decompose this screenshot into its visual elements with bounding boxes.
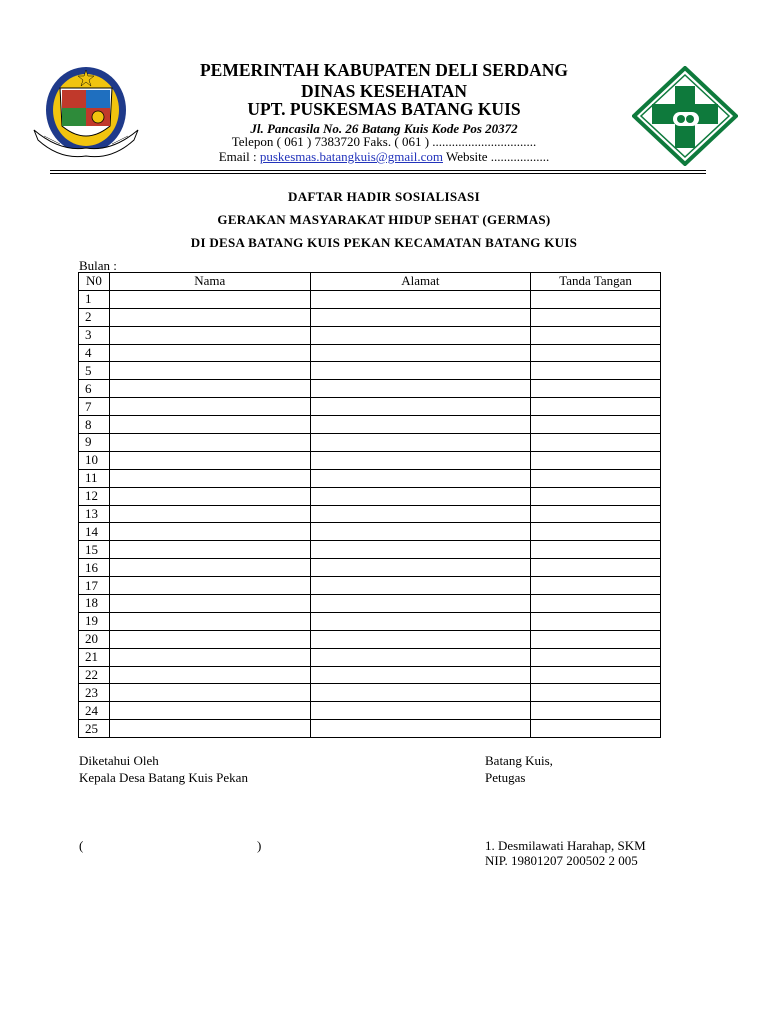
table-row	[79, 612, 661, 630]
alamat-cell[interactable]	[310, 666, 531, 684]
place-date-label: Batang Kuis,	[485, 753, 553, 768]
col-header-tanda-tangan: Tanda Tangan	[531, 273, 661, 291]
signature-cell[interactable]	[531, 702, 661, 720]
row-number: 12	[79, 487, 110, 505]
header-government: PEMERINTAH KABUPATEN DELI SERDANG	[199, 60, 569, 80]
table-row	[79, 290, 661, 308]
row-number: 5	[79, 362, 110, 380]
nama-cell[interactable]	[109, 469, 310, 487]
nama-cell[interactable]	[109, 290, 310, 308]
village-head-title: Kepala Desa Batang Kuis Pekan	[79, 770, 248, 785]
nama-cell[interactable]	[109, 559, 310, 577]
alamat-cell[interactable]	[310, 612, 531, 630]
signature-cell[interactable]	[531, 612, 661, 630]
row-number: 14	[79, 523, 110, 541]
signature-paren-close: )	[257, 838, 262, 853]
alamat-cell[interactable]	[310, 523, 531, 541]
alamat-cell[interactable]	[310, 541, 531, 559]
row-number: 17	[79, 577, 110, 595]
signature-cell[interactable]	[531, 416, 661, 434]
nama-cell[interactable]	[109, 380, 310, 398]
row-number: 24	[79, 702, 110, 720]
officer-name: 1. Desmilawati Harahap, SKM	[485, 838, 646, 853]
header-phone: Telepon ( 061 ) 7383720 Faks. ( 061 ) ................................	[231, 134, 537, 149]
alamat-cell[interactable]	[310, 326, 531, 344]
row-number: 20	[79, 630, 110, 648]
table-row	[79, 326, 661, 344]
table-row	[79, 380, 661, 398]
nama-cell[interactable]	[109, 487, 310, 505]
row-number: 4	[79, 344, 110, 362]
table-row	[79, 648, 661, 666]
table-row	[79, 344, 661, 362]
alamat-cell[interactable]	[310, 416, 531, 434]
row-number: 11	[79, 469, 110, 487]
header-department: DINAS KESEHATAN	[300, 81, 468, 101]
signature-cell[interactable]	[531, 595, 661, 613]
nama-cell[interactable]	[109, 523, 310, 541]
nama-cell[interactable]	[109, 398, 310, 416]
nama-cell[interactable]	[109, 630, 310, 648]
table-row	[79, 577, 661, 595]
nama-cell[interactable]	[109, 577, 310, 595]
row-number: 19	[79, 612, 110, 630]
nama-cell[interactable]	[109, 451, 310, 469]
signature-cell[interactable]	[531, 326, 661, 344]
doc-title-line3: DI DESA BATANG KUIS PEKAN KECAMATAN BATANG KUIS	[190, 235, 578, 250]
signature-cell[interactable]	[531, 720, 661, 738]
signature-cell[interactable]	[531, 523, 661, 541]
nama-cell[interactable]	[109, 684, 310, 702]
alamat-cell[interactable]	[310, 505, 531, 523]
nama-cell[interactable]	[109, 612, 310, 630]
doc-title-line1: DAFTAR HADIR SOSIALISASI	[288, 189, 480, 204]
signature-cell[interactable]	[531, 344, 661, 362]
row-number: 1	[79, 290, 110, 308]
alamat-cell[interactable]	[310, 720, 531, 738]
email-label: Email :	[218, 149, 257, 164]
row-number: 2	[79, 308, 110, 326]
header-institution: UPT. PUSKESMAS BATANG KUIS	[247, 99, 521, 119]
row-number: 13	[79, 505, 110, 523]
nama-cell[interactable]	[109, 541, 310, 559]
signature-cell[interactable]	[531, 380, 661, 398]
signature-cell[interactable]	[531, 487, 661, 505]
signature-cell[interactable]	[531, 559, 661, 577]
signature-cell[interactable]	[531, 648, 661, 666]
signature-cell[interactable]	[531, 362, 661, 380]
known-by-label: Diketahui Oleh	[79, 753, 159, 768]
table-row	[79, 595, 661, 613]
nama-cell[interactable]	[109, 648, 310, 666]
table-row	[79, 487, 661, 505]
website-label: Website ..................	[446, 149, 550, 164]
nama-cell[interactable]	[109, 720, 310, 738]
alamat-cell[interactable]	[310, 308, 531, 326]
alamat-cell[interactable]	[310, 648, 531, 666]
col-header-no: N0	[79, 273, 110, 291]
nama-cell[interactable]	[109, 416, 310, 434]
row-number: 15	[79, 541, 110, 559]
alamat-cell[interactable]	[310, 702, 531, 720]
table-row	[79, 523, 661, 541]
signature-cell[interactable]	[531, 434, 661, 452]
signature-cell[interactable]	[531, 505, 661, 523]
signature-cell[interactable]	[531, 684, 661, 702]
alamat-cell[interactable]	[310, 630, 531, 648]
signature-cell[interactable]	[531, 469, 661, 487]
signature-cell[interactable]	[531, 541, 661, 559]
nama-cell[interactable]	[109, 505, 310, 523]
table-row	[79, 684, 661, 702]
table-row	[79, 362, 661, 380]
row-number: 23	[79, 684, 110, 702]
signature-cell[interactable]	[531, 451, 661, 469]
signature-cell[interactable]	[531, 577, 661, 595]
alamat-cell[interactable]	[310, 559, 531, 577]
officer-title: Petugas	[485, 770, 526, 785]
alamat-cell[interactable]	[310, 595, 531, 613]
table-row	[79, 630, 661, 648]
alamat-cell[interactable]	[310, 577, 531, 595]
row-number: 22	[79, 666, 110, 684]
doc-title-line2: GERAKAN MASYARAKAT HIDUP SEHAT (GERMAS)	[217, 212, 551, 227]
table-row	[79, 416, 661, 434]
col-header-alamat: Alamat	[310, 273, 531, 291]
table-row	[79, 434, 661, 452]
signature-cell[interactable]	[531, 308, 661, 326]
alamat-cell[interactable]	[310, 434, 531, 452]
nama-cell[interactable]	[109, 666, 310, 684]
table-row	[79, 559, 661, 577]
alamat-cell[interactable]	[310, 362, 531, 380]
table-header-row	[79, 273, 661, 291]
month-label: Bulan :	[79, 258, 117, 273]
header-contact	[0, 149, 768, 165]
col-header-nama: Nama	[109, 273, 310, 291]
table-row	[79, 720, 661, 738]
row-number: 21	[79, 648, 110, 666]
table-row	[79, 541, 661, 559]
table-row	[79, 505, 661, 523]
alamat-cell[interactable]	[310, 684, 531, 702]
signature-paren-open: (	[79, 838, 84, 853]
header-divider-thin	[50, 173, 706, 174]
attendance-table	[78, 272, 661, 738]
nama-cell[interactable]	[109, 344, 310, 362]
email-link[interactable]: puskesmas.batangkuis@gmail.com	[259, 149, 443, 164]
nama-cell[interactable]	[109, 326, 310, 344]
table-row	[79, 702, 661, 720]
officer-nip: NIP. 19801207 200502 2 005	[485, 853, 638, 868]
signature-cell[interactable]	[531, 666, 661, 684]
nama-cell[interactable]	[109, 362, 310, 380]
table-row	[79, 308, 661, 326]
alamat-cell[interactable]	[310, 451, 531, 469]
alamat-cell[interactable]	[310, 398, 531, 416]
signature-cell[interactable]	[531, 290, 661, 308]
table-row	[79, 469, 661, 487]
nama-cell[interactable]	[109, 702, 310, 720]
nama-cell[interactable]	[109, 434, 310, 452]
header-divider	[50, 170, 706, 171]
alamat-cell[interactable]	[310, 469, 531, 487]
row-number: 18	[79, 595, 110, 613]
nama-cell[interactable]	[109, 595, 310, 613]
row-number: 6	[79, 380, 110, 398]
table-row	[79, 398, 661, 416]
signature-cell[interactable]	[531, 398, 661, 416]
alamat-cell[interactable]	[310, 380, 531, 398]
row-number: 7	[79, 398, 110, 416]
header-address: Jl. Pancasila No. 26 Batang Kuis Kode Pos 20372	[250, 121, 518, 136]
alamat-cell[interactable]	[310, 487, 531, 505]
row-number: 8	[79, 416, 110, 434]
table-row	[79, 666, 661, 684]
nama-cell[interactable]	[109, 308, 310, 326]
table-row	[79, 451, 661, 469]
row-number: 10	[79, 451, 110, 469]
row-number: 16	[79, 559, 110, 577]
alamat-cell[interactable]	[310, 290, 531, 308]
row-number: 9	[79, 434, 110, 452]
signature-cell[interactable]	[531, 630, 661, 648]
row-number: 3	[79, 326, 110, 344]
row-number: 25	[79, 720, 110, 738]
alamat-cell[interactable]	[310, 344, 531, 362]
